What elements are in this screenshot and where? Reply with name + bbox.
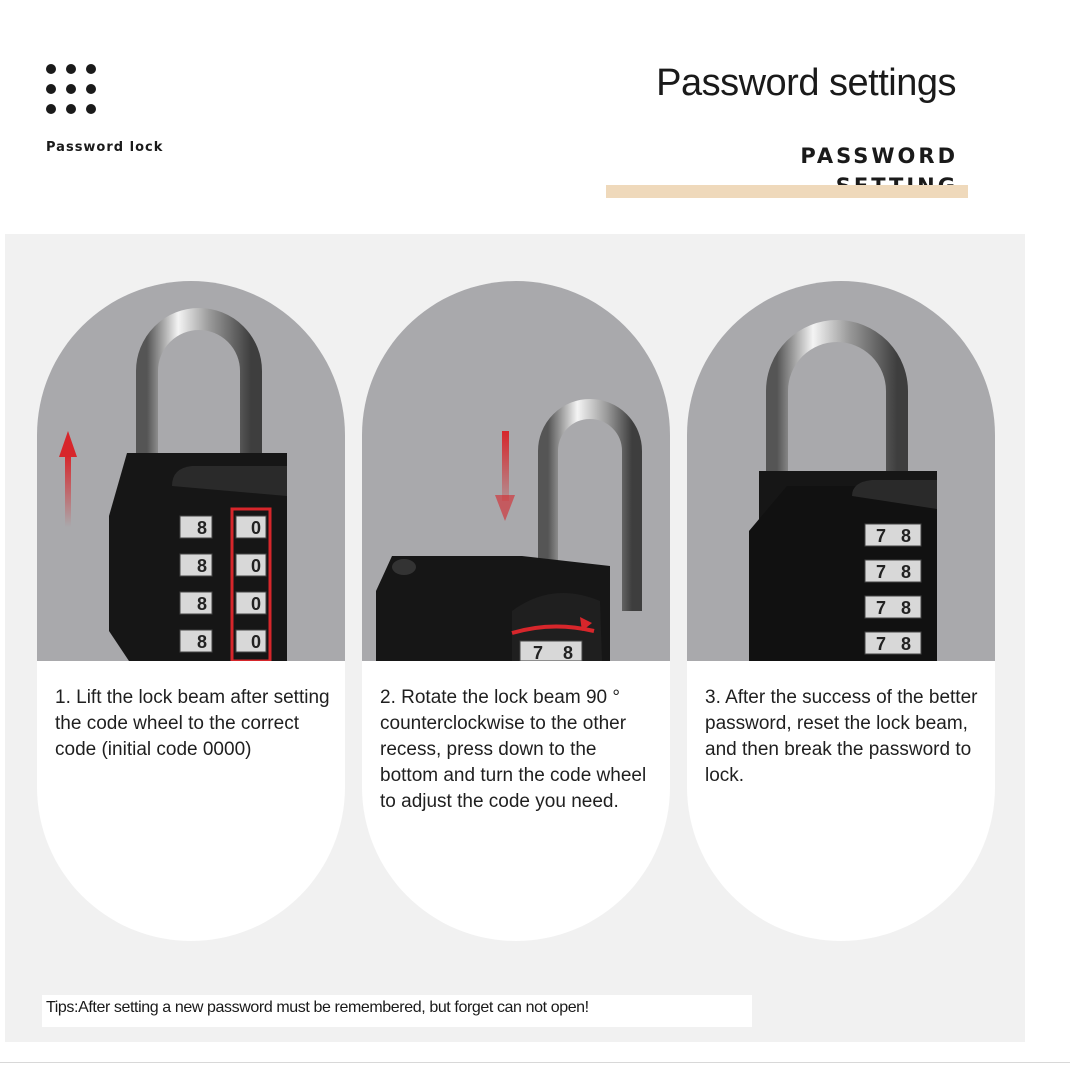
wheel-digit: 8 xyxy=(900,562,912,582)
wheel-digit: 8 xyxy=(196,556,208,576)
step-1-photo xyxy=(37,281,345,661)
wheel-digit: 7 xyxy=(875,598,887,618)
wheel-digit: 0 xyxy=(250,518,262,538)
wheel-digit: 0 xyxy=(250,556,262,576)
brand-name: Password lock xyxy=(46,140,164,155)
tips-text: Tips:After setting a new password must be remembered, but forget can not open! xyxy=(42,995,752,1027)
wheel-digit: 8 xyxy=(900,526,912,546)
step-card-2 xyxy=(362,281,670,941)
wheel-digit: 8 xyxy=(196,594,208,614)
step-1-text: 1. Lift the lock beam after setting the code wheel to the correct code (initial code 0000) xyxy=(55,687,330,760)
wheel-digit: 0 xyxy=(250,632,262,652)
wheel-digit: 8 xyxy=(562,643,574,661)
step-card-1 xyxy=(37,281,345,941)
page-title: Password settings xyxy=(656,62,956,104)
wheel-digit: 7 xyxy=(532,643,544,661)
wheel-digit: 0 xyxy=(250,594,262,614)
wheel-digit: 8 xyxy=(900,598,912,618)
step-2-photo xyxy=(362,281,670,661)
accent-bar xyxy=(606,185,968,198)
step-3-text: 3. After the success of the better password, reset the lock beam, and then break the password to lock. xyxy=(705,687,978,786)
wheel-digit: 8 xyxy=(196,518,208,538)
wheel-digit: 7 xyxy=(875,562,887,582)
step-2-text: 2. Rotate the lock beam 90 ° counterclockwise to the other recess, press down to the bottom and turn the code wheel to adjust the code you need. xyxy=(380,687,647,812)
wheel-digit: 8 xyxy=(196,632,208,652)
page-subtitle: PASSWORD xyxy=(800,144,958,168)
down-arrow-icon xyxy=(495,431,515,521)
divider xyxy=(0,1062,1070,1063)
up-arrow-icon xyxy=(59,431,77,527)
wheel-digit: 7 xyxy=(875,634,887,654)
step-3-photo xyxy=(687,281,995,661)
step-card-3 xyxy=(687,281,995,941)
wheel-digit: 8 xyxy=(900,634,912,654)
wheel-digit: 7 xyxy=(875,526,887,546)
dot-grid-icon xyxy=(46,64,106,118)
